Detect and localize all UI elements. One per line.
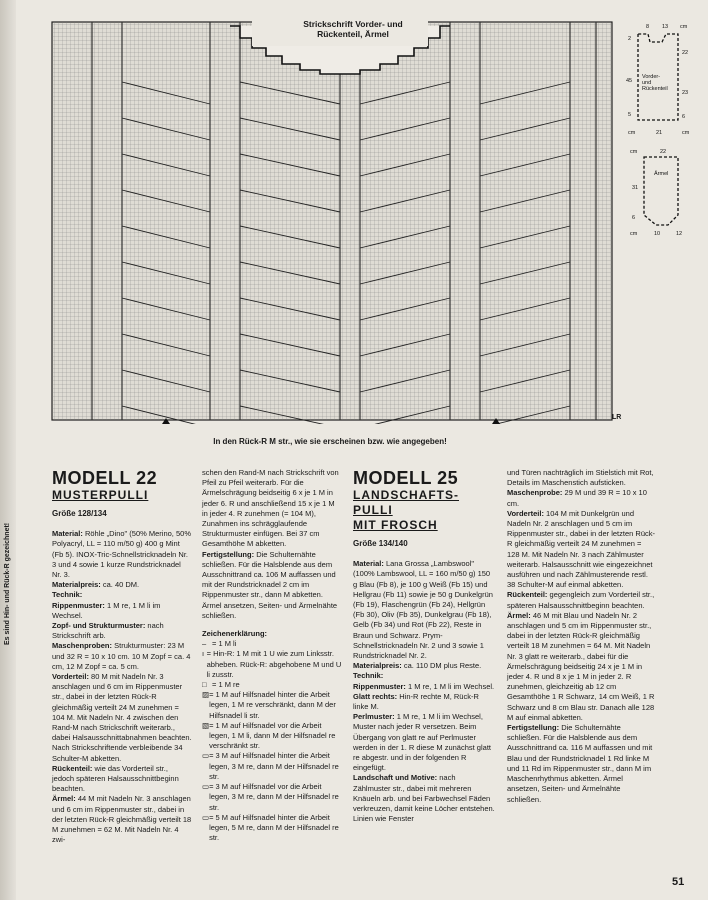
- schem-bottom-3: cm: [682, 130, 690, 136]
- sleeve-bottom-1: cm: [630, 231, 638, 237]
- schem-left-3: 5: [628, 112, 632, 118]
- legend-list: [202, 639, 342, 843]
- schem-top-2: 13: [662, 24, 669, 30]
- legend-item: ▭ = 3 M auf Hilfsnadel vor die Arbeit legen, 3 M re, dann M der Hilfsnadel re str.: [202, 782, 339, 812]
- modell25-subheading-2: PULLI: [353, 503, 393, 517]
- modell25-subheading-3: MIT FROSCH: [353, 518, 438, 532]
- sleeve-left: 31: [632, 185, 639, 191]
- modell25-size: Größe 134/140: [353, 539, 408, 548]
- column-modell25: MODELL 25 LANDSCHAFTS- PULLI MIT FROSCH Größe 134/140 Material: Lana Grossa „Lambswool" (100% Lambswool, LL = 160 m/50 g) 150 g Blau (Fb 8), je 100 g Weiß (Fb 15) und Hellgrau (Fb 11) sowie je 50 g Dunkelgrün (Fb 19), Flaschengrün (Fb 24), Hellgrün (Fb 30), Oliv (Fb 35), Dunkelgrau (Fb 18), Gelb (Fb 34) und Rot (Fb 22), Reste in Braun und Schwarz. Prym-Schnellstricknadeln Nr. 2 und 3 sowie 1 Rundstricknadel Nr. 2. Materialpreis: ca. 110 DM plus Reste. Technik: Rippenmuster: 1 M re, 1 M li im Wechsel. Glatt rechts: Hin-R rechte M, Rück-R linke M. Perlmuster: 1 M re, 1 M li im Wechsel, Muster nach jeder R versetzen. Beim Übergang von glatt re auf Perlmuster werden in der 1. R diese M zunächst glatt re abgestr. und in der folgenden R eingefügt. Landschaft und Motive: nach Zählmuster str., dabei mit mehreren Knäueln arb. und bei Farbwechsel Fäden verkreuzen, damit keine Löcher entstehen. Linien wie Fenster: [353, 468, 495, 824]
- lr-label: LR: [612, 414, 622, 421]
- modell25-heading: MODELL 25: [353, 468, 459, 488]
- sleeve-top-2: 22: [660, 149, 667, 155]
- legend-item: ▧ = 1 M auf Hilfsnadel vor die Arbeit legen, 1 M li, dann M der Hilfsnadel re verschränkt str.: [202, 720, 336, 751]
- schem-center-1: Vorder-: [642, 74, 661, 80]
- col4-cont: und Türen nachträglich im Stielstich mit Rot, Details im Maschenstich aufsticken.: [507, 468, 654, 488]
- schem-right-3: 6: [682, 114, 686, 120]
- sleeve-top-1: cm: [630, 149, 638, 155]
- legend-item: ı = Hin-R: 1 M mit 1 U wie zum Linksstr. abheben. Rück-R: abgehobene M und U li zusstr.: [202, 649, 342, 679]
- modell22-size: Größe 128/134: [52, 509, 107, 518]
- schem-left-2: 45: [626, 78, 633, 84]
- sleeve-bottom-left: 6: [632, 215, 636, 221]
- sleeve-schematic: [620, 145, 704, 240]
- sleeve-center: Ärmel: [654, 171, 669, 177]
- schem-bottom-1: cm: [628, 130, 636, 136]
- legend-item: ▨ = 1 M auf Hilfsnadel hinter die Arbeit legen, 1 M re verschränkt, dann M der Hilfsnadel li str.: [202, 690, 336, 720]
- book-spine: [0, 0, 16, 900]
- schem-right-1: 22: [682, 50, 689, 56]
- schem-top-1: 8: [646, 24, 650, 30]
- schem-center-3: Rückenteil: [642, 86, 668, 92]
- body-schematic: [620, 20, 704, 140]
- sleeve-bottom-3: 12: [676, 231, 683, 237]
- modell22-heading: MODELL 22: [52, 468, 158, 488]
- sleeve-bottom-2: 10: [654, 231, 661, 237]
- chart-title: Strickschrift Vorder- und Rückenteil, Ärmel: [303, 19, 403, 39]
- page-number: 51: [672, 876, 685, 888]
- legend-item: ▭ = 5 M auf Hilfsnadel hinter die Arbeit legen, 5 M re, dann M der Hilfsnadel re str.: [202, 812, 339, 843]
- col2-cont: schen den Rand-M nach Strickschrift von Pfeil zu Pfeil weiterarb. Für die Ärmelschrägung beidseitig 6 x je 1 M in jeder 6. R und anschließend 15 x je 1 M in jeder 4. R zunehmen (= 104 M), Zunahmen ins schrägglaufende Strukturmuster einfügen. Bei 37 cm Gesamthöhe M abketten.: [202, 468, 339, 549]
- column-4: und Türen nachträglich im Stielstich mit Rot, Details im Maschenstich aufsticken. Maschenprobe: 29 M und 39 R = 10 x 10 cm. Vorderteil: 104 M mit Dunkelgrün und Nadeln Nr. 2 anschlagen und 5 cm im Rippenmuster str., dabei in der letzten Rück-R gleichmäßig verteilt 24 M zunehmen = 128 M. Mit Nadeln Nr. 3 nach Zählmuster weiterarb. Halsausschnitt wie eingezeichnet ausführen und nach Zählmusterende restl. 38 Schulter-M auf einmal abketten. Rückenteil: gegengleich zum Vorderteil str., späteren Halsausschnittbeginn beachten. Ärmel: 46 M mit Blau und Nadeln Nr. 2 anschlagen und 5 cm im Rippenmuster str., dabei in der letzten Rück-R gleichmäßig verteilt 18 M zunehmen = 64 M. Mit Nadeln Nr. 3 glatt re weiterarb., dabei für die Ärmelschrägung beidseitig 24 x je 1 M in jeder 4. R und 8 x je 1 M in jeder 2. R zunehmen, gleichzeitig ab 12 cm Gesamthöhe 1 R Schwarz, 14 cm Weiß, 1 R Schwarz und 8 cm Blau str. Danach alle 128 M auf einmal abketten. Fertigstellung: Die Schulternähte schließen. Für die Halsblende aus dem Ausschnittrand ca. 116 M auffassen und mit Blau und der Rundstricknadel 1 Rd linke M und 11 Rd im Rippenmuster str., dann M im Maschenrhythmus abketten. Ärmel ansetzen, Seiten- und Ärmelnähte schließen.: [507, 468, 655, 804]
- legend-item: □ = 1 M re: [202, 680, 240, 690]
- schem-right-2: 23: [682, 90, 689, 96]
- column-2: schen den Rand-M nach Strickschrift von Pfeil zu Pfeil weiterarb. Für die Ärmelschrägung beidseitig 6 x je 1 M in jeder 6. R und anschließend 15 x je 1 M in jeder 4. R zunehmen (= 104 M), Zunahmen ins schrägglaufende Strukturmuster einfügen. Bei 37 cm Gesamthöhe M abketten. Fertigstellung: Die Schulternähte schließen. Für die Halsblende aus dem Ausschnittrand ca. 106 M auffassen und mit der Rundstricknadel 2 cm im Rippenmuster str., dann M abketten. Ärmel ansetzen, Seiten- und Ärmelnähte schließen. Zeichenerklärung: – = 1 M li ı = Hin-R: 1 M mit 1 U wie zum Linksstr. abheben. Rück-R: abgehobene M und U li zusstr. □ = 1 M re ▨ = 1 M auf Hilfsnadel hinter die Arbeit legen, 1 M re verschränkt, dann M der Hilfsnadel li str. ▧ = 1 M auf Hilfsnadel vor die Arbeit legen, 1 M li, dann M der Hilfsnadel re verschränkt str. ▭ = 3 M auf Hilfsnadel hinter die Arbeit legen, 3 M re, dann M der Hilfsnadel re str. ▭ = 3 M auf Hilfsnadel vor die Arbeit legen, 3 M re, dann M der Hilfsnadel re str. ▭ = 5 M auf Hilfsnadel hinter die Arbeit legen, 5 M re, dann M der Hilfsnadel re str.: [202, 468, 342, 843]
- chart-caption: In den Rück-R M str., wie sie erscheinen bzw. wie angegeben!: [213, 437, 447, 446]
- column-modell22: MODELL 22 MUSTERPULLI Größe 128/134 Material: Röhle „Dino" (50% Merino, 50% Polyacryl, LL = 110 m/50 g) 400 g Mint (Fb 5). INOX-Tric-Schnellstricknadeln Nr. 3 und 4 sowie 1 kurze Rundstricknadel Nr. 3. Materialpreis: ca. 40 DM. Technik: Rippenmuster: 1 M re, 1 M li im Wechsel. Zopf- und Strukturmuster: nach Strickschrift arb. Maschenproben: Strukturmuster: 23 M und 32 R = 10 x 10 cm. 10 M Zopf = ca. 4 cm, 12 M Zopf = ca. 5 cm. Vorderteil: 80 M mit Nadeln Nr. 3 anschlagen und 6 cm im Rippenmuster str., dabei in der letzten Rück-R gleichmäßig verteilt 24 M zunehmen = 104 M. Mit Nadeln Nr. 4 zwischen den Rand-M nach Strickschrift weiterarb., dabei Halsausschnittabnahmen beachten. Nach Strickschriftende verbleibende 34 Schulter-M abketten. Rückenteil: wie das Vorderteil str., jedoch späteren Halsausschnittbeginn beachten. Ärmel: 44 M mit Nadeln Nr. 3 anschlagen und 6 cm im Rippenmuster str., dabei in der letzten Rück-R gleichmäßig verteilt 18 M zunehmen = 62 M. Mit Nadeln Nr. 4 zwi-: [52, 468, 192, 845]
- legend-item: ▭ = 3 M auf Hilfsnadel hinter die Arbeit legen, 3 M re, dann M der Hilfsnadel re str.: [202, 751, 339, 781]
- knitting-chart: [30, 12, 614, 424]
- legend-item: – = 1 M li: [202, 639, 237, 649]
- schem-left-1: 2: [628, 36, 632, 42]
- schem-bottom-2: 21: [656, 130, 663, 136]
- schem-top-3: cm: [680, 24, 688, 30]
- modell22-subheading: MUSTERPULLI: [52, 488, 149, 502]
- schem-center-2: und: [642, 80, 652, 86]
- side-note: [4, 631, 11, 645]
- modell25-subheading-1: LANDSCHAFTS-: [353, 488, 459, 502]
- legend-heading: Zeichenerklärung:: [202, 629, 268, 639]
